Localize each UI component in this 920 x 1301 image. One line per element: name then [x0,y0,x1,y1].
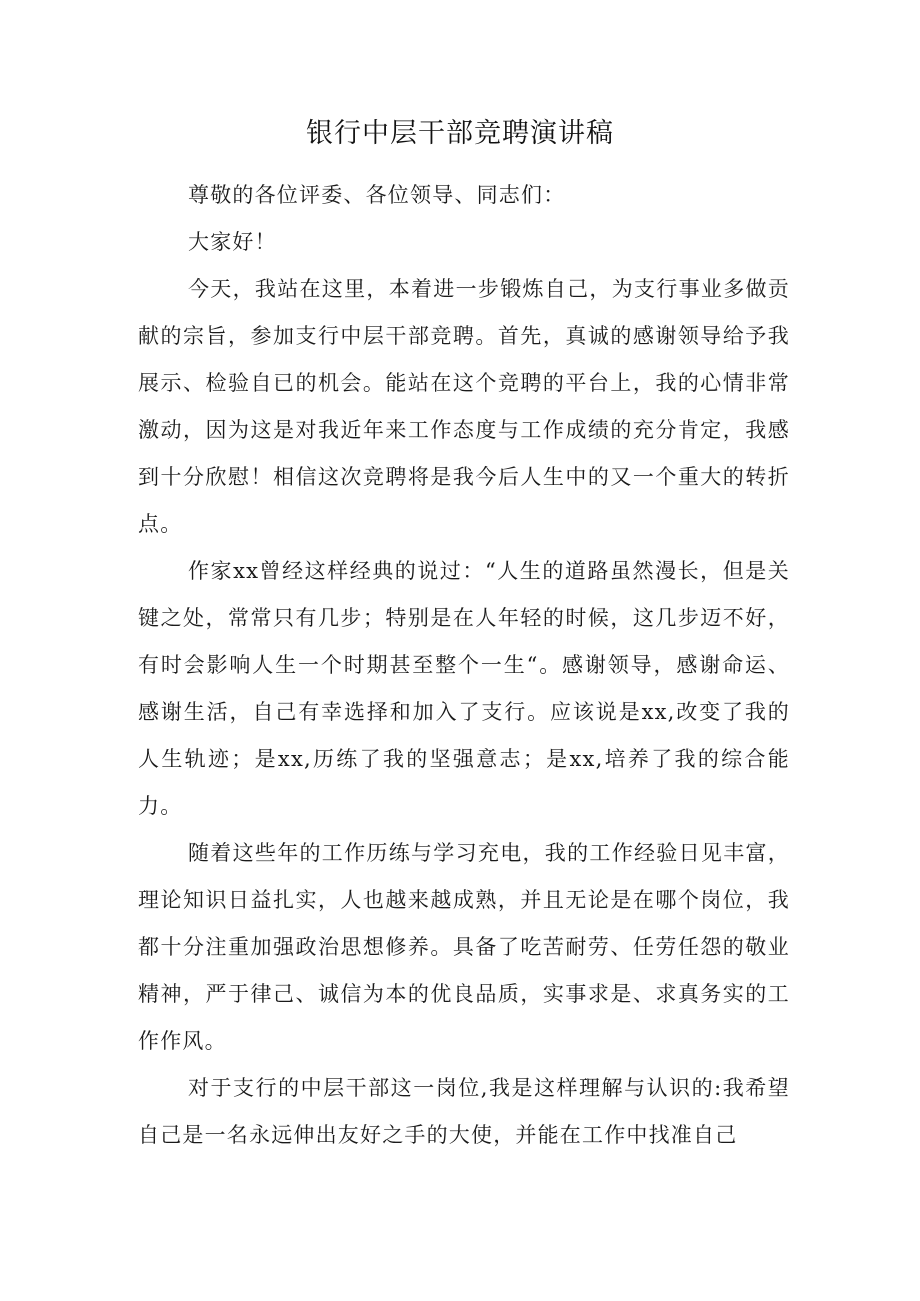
paragraph-understanding: 对于支行的中层干部这一岗位,我是这样理解与认识的:我希望自己是一名永远伸出友好之手的大使，并能在工作中找准自己 [138,1076,790,1147]
document-body [138,172,790,1159]
paragraph-experience: 随着这些年的工作历练与学习充电，我的工作经验日见丰富，理论知识日益扎实，人也越来越成熟，并且无论是在哪个岗位，我都十分注重加强政治思想修养。具备了吃苦耐劳、任劳任怨的敬业精神，严于律己、诚信为本的优良品质，实事求是、求真务实的工作作风。 [138,841,790,1053]
paragraph-intro: 今天，我站在这里，本着进一步锻炼自己，为支行事业多做贡献的宗旨，参加支行中层干部竞聘。首先，真诚的感谢领导给予我展示、检验自已的机会。能站在这个竞聘的平台上，我的心情非常激动，因为这是对我近年来工作态度与工作成绩的充分肯定，我感到十分欣慰！相信这次竞聘将是我今后人生中的又一个重大的转折点。 [138,277,790,536]
paragraph-quote: 作家xx曾经这样经典的说过：“人生的道路虽然漫长，但是关键之处，常常只有几步；特别是在人年轻的时候，这几步迈不好，有时会影响人生一个时期甚至整个一生“。感谢领导，感谢命运、感谢生活，自己有幸选择和加入了支行。应该说是xx,改变了我的人生轨迹；是xx,历练了我的坚强意志；是xx,培养了我的综合能力。 [138,559,790,818]
salutation: 尊敬的各位评委、各位领导、同志们： [188,183,566,207]
document-title: 银行中层干部竞聘演讲稿 [306,118,614,149]
greeting: 大家好！ [188,230,277,254]
